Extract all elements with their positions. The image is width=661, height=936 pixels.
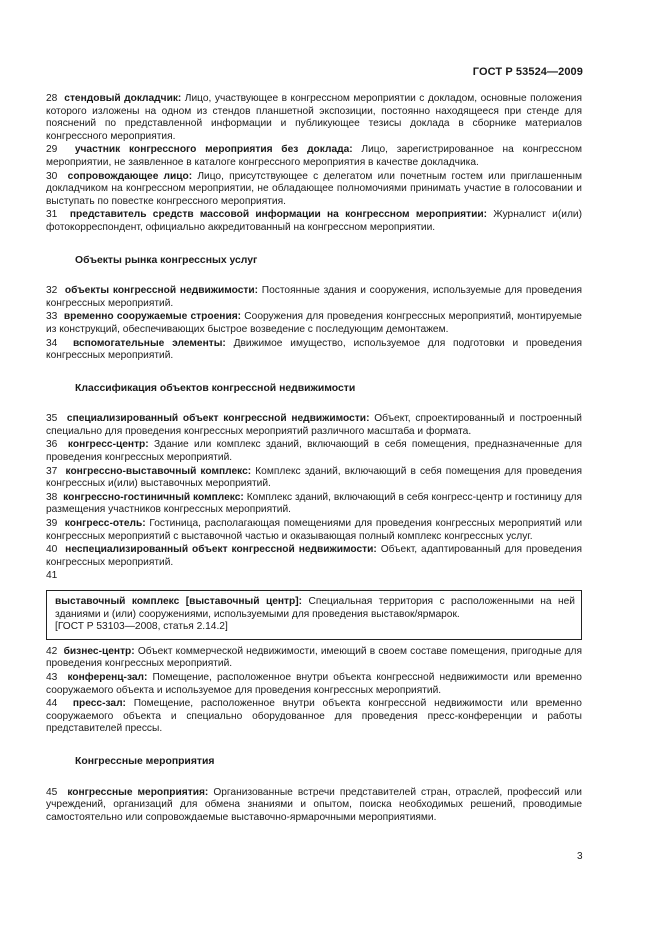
term-entry (46, 171, 582, 209)
term-entry (46, 413, 582, 438)
section-title: Классификация объектов конгрессной недвижимости (75, 382, 356, 394)
term-entry (46, 466, 582, 491)
term-name: неспециализированный объект конгрессной недвижимости: (65, 544, 377, 556)
term-entry (46, 285, 582, 310)
term-number: 40 (46, 544, 58, 556)
term-group (46, 413, 582, 569)
term-entry (46, 787, 582, 825)
term-name: бизнес-центр: (63, 645, 135, 657)
term-name: конгресс-центр: (67, 439, 149, 451)
term-definition: Объект, спроектированный и построенный специально для проведения конгрессных мероприятий различного масштаба и формата. (46, 413, 582, 437)
term-definition: Лицо, участвующее в конгрессном мероприятии с докладом, основные положения которого изложены на одном из стендов планшетной экспозиции, постоянно находящееся при стенде для пояснений по представленной информации и публикующее тезисы доклада в сборнике материалов конгрессного мероприятия. (46, 93, 582, 142)
term-number: 37 (46, 465, 58, 477)
term-definition: Движимое имущество, используемое для подготовки и проведения конгрессных мероприятий. (46, 337, 582, 362)
page-number: 3 (577, 851, 583, 862)
term-name: пресс-зал: (72, 698, 126, 710)
term-name: специализированный объект конгрессной недвижимости: (66, 413, 370, 425)
term-name: участник конгрессного мероприятия без доклада: (74, 144, 353, 156)
term-definition: Гостиница, располагающая помещениями для проведения конгрессных мероприятий или конгрессных мероприятий с выставочной частью и оказывающая полный комплекс конгрессных услуг. (46, 518, 583, 542)
term-name: вспомогательные элементы: (72, 337, 226, 349)
term-number: 30 (46, 170, 58, 182)
term-number: 39 (46, 518, 58, 530)
term-definition: Сооружения для проведения конгрессных мероприятий, монтируемые из конструкций, обеспечивающих быстрое возведение с последующим демонтажем. (46, 311, 582, 335)
term-name: представитель средств массовой информации на конгрессном мероприятии: (69, 209, 487, 221)
term-definition: Объект, адаптированный для проведения конгрессных мероприятий. (46, 544, 583, 568)
term-name: временно сооружаемые строения: (63, 311, 242, 323)
referenced-term-box (46, 590, 582, 640)
term-group (46, 285, 582, 363)
term-definition: Помещение, расположенное внутри объекта конгрессной недвижимости или временно сооружаемого объекта и используемое для проведения конгрессных мероприятий. (46, 671, 582, 696)
term-definition: Лицо, зарегистрированное на конгрессном мероприятии, не заявленное в каталоге конгрессного мероприятия в качестве докладчика. (46, 144, 582, 168)
term-entry (46, 544, 582, 569)
term-definition: Журналист и(или) фотокорреспондент, официально аккредитованный на конгрессном мероприятии. (46, 209, 582, 233)
term-name: конгрессные мероприятия: (67, 786, 209, 798)
term-group (46, 787, 582, 825)
standard-reference: [ГОСТ Р 53103—2008, статья 2.14.2] (55, 621, 228, 633)
term-number: 42 (46, 645, 58, 657)
term-entry (46, 492, 582, 517)
term-number: 35 (46, 413, 58, 425)
term-entry (46, 209, 582, 234)
term-group (46, 646, 582, 736)
term-group (46, 93, 582, 235)
term-entry (46, 672, 582, 697)
term-definition: Организованные встречи представителей стран, отраслей, профессий или учреждений, организаций для обмена знаниями и опытом, поиска необходимых решений, проводимые самостоятельно или сопровождаемые выставочно-ярмарочными мероприятиями. (46, 786, 582, 823)
term-entry (46, 646, 582, 671)
document-id: ГОСТ Р 53524—2009 (472, 66, 583, 78)
term-number: 44 (46, 698, 58, 710)
term-name: сопровождающее лицо: (67, 170, 193, 182)
term-number: 32 (46, 285, 58, 297)
term-number: 43 (46, 671, 58, 683)
term-number: 34 (46, 337, 58, 349)
term-entry (46, 518, 582, 543)
term-definition: Помещение, расположенное внутри объекта конгрессной недвижимости или временно сооружаемого объекта и специально оборудованное для проведения пресс-конференции и работы представителей прессы. (46, 698, 582, 735)
term-name: конгрессно-выставочный комплекс: (65, 465, 252, 477)
term-definition: Специальная территория с расположенными на ней зданиями и (или) сооружениями, используемыми для проведения выставок/ярмарок. (55, 596, 575, 620)
term-entry (46, 698, 582, 736)
term-definition: Постоянные здания и сооружения, используемые для проведения конгрессных мероприятий. (46, 285, 582, 309)
term-number: 33 (46, 311, 58, 323)
term-entry (46, 311, 582, 336)
term-entry (46, 93, 582, 143)
term-entry (46, 439, 582, 464)
term-number: 41 (46, 570, 58, 582)
term-number: 45 (46, 786, 58, 798)
term-name: стендовый докладчик: (64, 93, 182, 104)
page-content (46, 93, 582, 825)
section-title: Конгрессные мероприятия (75, 755, 215, 767)
term-name: выставочный комплекс [выставочный центр]: (55, 596, 303, 607)
term-number: 31 (46, 209, 58, 221)
term-name: объекты конгрессной недвижимости: (64, 285, 259, 297)
term-entry (46, 144, 582, 169)
term-number: 29 (46, 144, 58, 156)
term-entry (46, 338, 582, 363)
term-name: конференц-зал: (67, 671, 148, 683)
term-definition: Комплекс зданий, включающий в себя конгресс-центр и гостиницу для размещения участников конгрессных мероприятий. (46, 491, 582, 516)
term-number: 38 (46, 491, 58, 503)
term-number: 36 (46, 439, 58, 451)
term-number: 28 (46, 93, 58, 104)
section-title: Объекты рынка конгрессных услуг (75, 254, 258, 266)
term-name: конгресс-отель: (64, 518, 146, 530)
term-definition: Здание или комплекс зданий, включающий в себя помещения, предназначенные для проведения конгрессных мероприятий. (46, 439, 582, 464)
term-definition: Лицо, присутствующее с делегатом или почетным гостем или приглашенным докладчиком на конгрессном мероприятии, не обладающее полномочиями принимать участие в голосовании и выступать по повестке конгрессного мероприятия. (46, 170, 582, 207)
term-name: конгрессно-гостиничный комплекс: (63, 491, 244, 503)
term-definition: Комплекс зданий, включающий в себя помещения для проведения конгрессных и(или) выставочных мероприятий. (46, 465, 582, 490)
term-definition: Объект коммерческой недвижимости, имеющий в своем составе помещения, пригодные для проведения конгрессных мероприятий. (46, 645, 582, 670)
